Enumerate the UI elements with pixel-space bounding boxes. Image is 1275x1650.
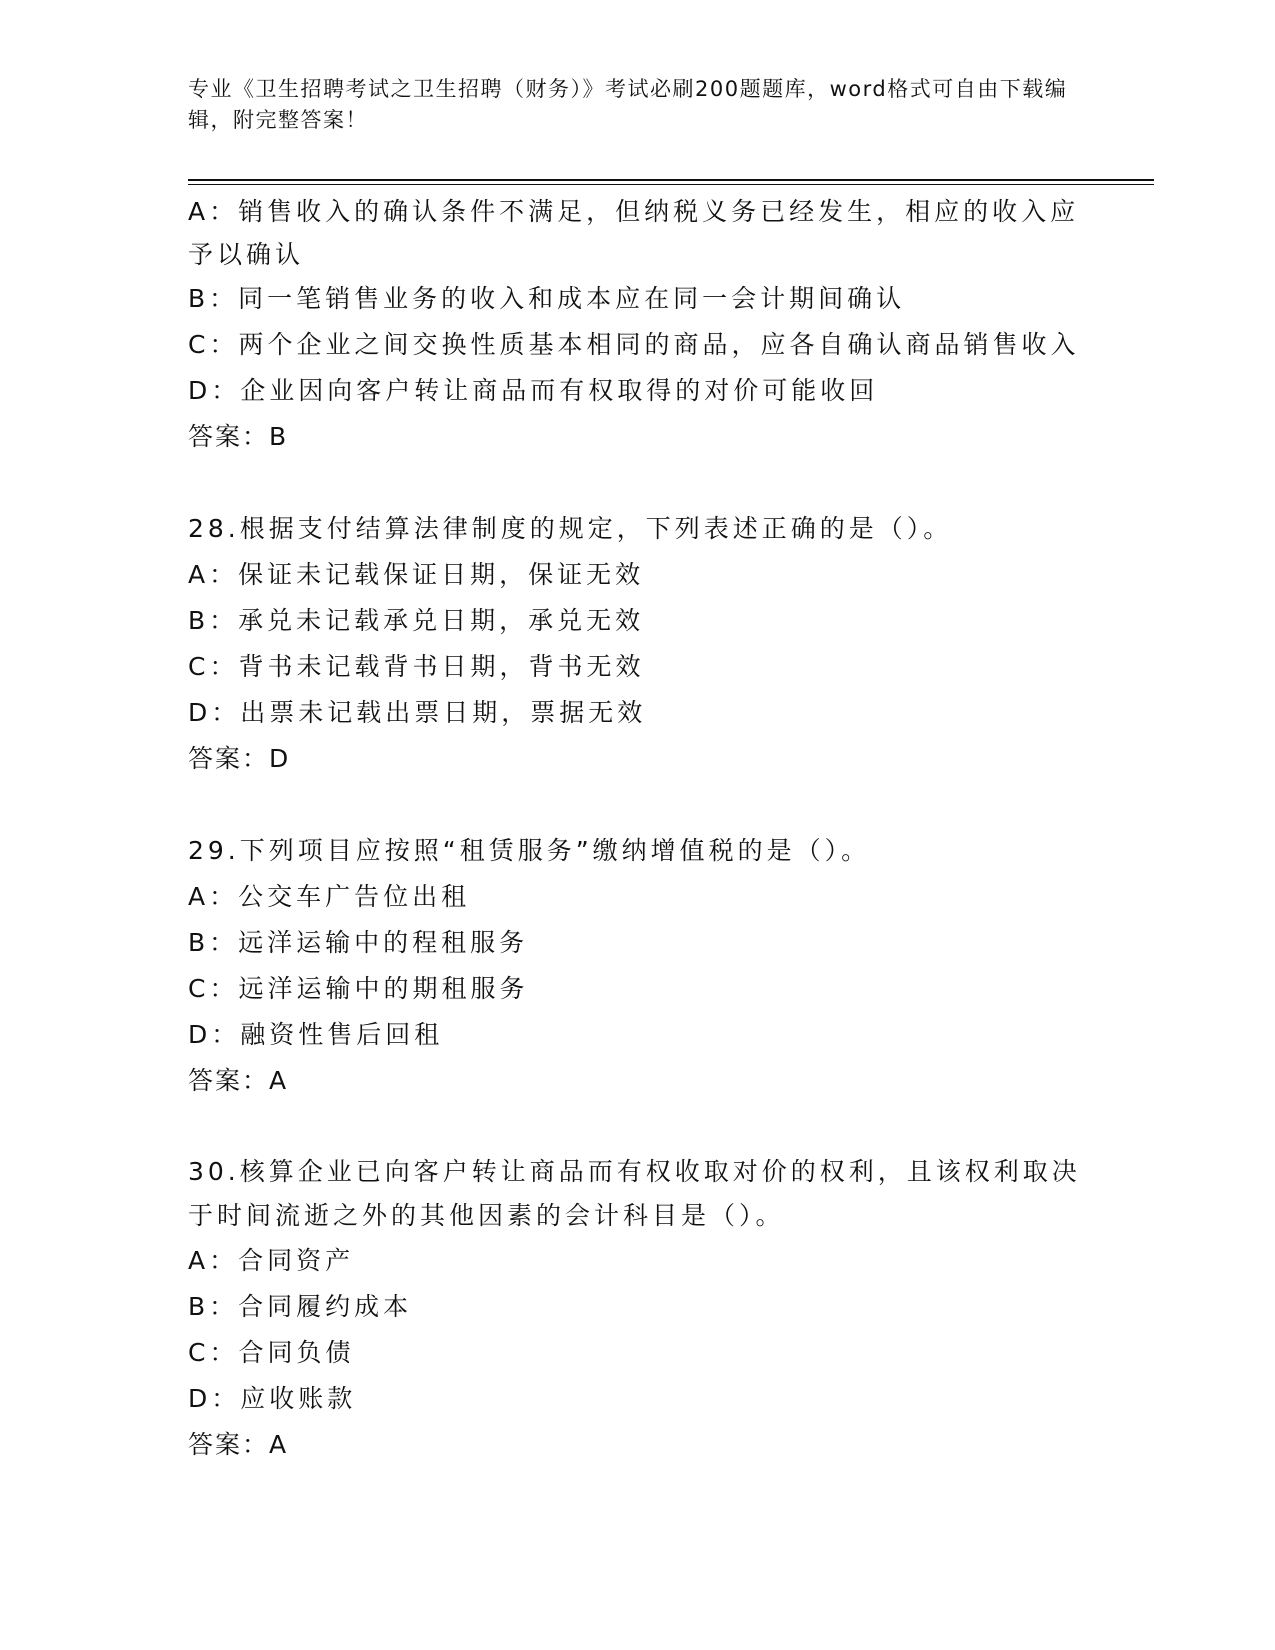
document-header: 专业《卫生招聘考试之卫生招聘（财务）》考试必刷200题题库，word格式可自由下载编辑，附完整答案！ xyxy=(188,77,1068,132)
option-c: C：背书未记载背书日期，背书无效 xyxy=(188,652,645,681)
answer-line: 答案：A xyxy=(188,1430,289,1459)
answer-line: 答案：A xyxy=(188,1066,289,1095)
header-divider-thick xyxy=(188,179,1154,181)
question-list xyxy=(188,190,1088,1468)
question-text: 28.根据支付结算法律制度的规定，下列表述正确的是（）。 xyxy=(188,514,953,543)
question-30-block xyxy=(188,1150,1088,1468)
option-b: B：远洋运输中的程租服务 xyxy=(188,928,529,957)
option-a: A：合同资产 xyxy=(188,1246,355,1275)
question-28-block xyxy=(188,506,1088,782)
option-b: B：同一笔销售业务的收入和成本应在同一会计期间确认 xyxy=(188,284,906,313)
option-b: B：承兑未记载承兑日期，承兑无效 xyxy=(188,606,645,635)
question-text: 29.下列项目应按照“租赁服务”缴纳增值税的是（）。 xyxy=(188,836,871,865)
option-d: D：融资性售后回租 xyxy=(188,1020,444,1049)
option-d: D：出票未记载出票日期，票据无效 xyxy=(188,698,647,727)
option-a: A：保证未记载保证日期，保证无效 xyxy=(188,560,645,589)
option-c: C：远洋运输中的期租服务 xyxy=(188,974,529,1003)
question-27-block xyxy=(188,190,1088,460)
question-text: 30.核算企业已向客户转让商品而有权收取对价的权利，且该权利取决于时间流逝之外的其他因素的会计科目是（）。 xyxy=(188,1157,1081,1230)
option-b: B：合同履约成本 xyxy=(188,1292,413,1321)
option-c: C：两个企业之间交换性质基本相同的商品，应各自确认商品销售收入 xyxy=(188,330,1080,359)
option-c: C：合同负债 xyxy=(188,1338,355,1367)
header-divider-thin xyxy=(188,184,1154,185)
option-a: A：销售收入的确认条件不满足，但纳税义务已经发生，相应的收入应予以确认 xyxy=(188,197,1080,269)
answer-line: 答案：D xyxy=(188,744,291,773)
answer-line: 答案：B xyxy=(188,422,289,451)
option-a: A：公交车广告位出租 xyxy=(188,882,471,911)
question-29-block xyxy=(188,828,1088,1104)
option-d: D：应收账款 xyxy=(188,1384,357,1413)
option-d: D：企业因向客户转让商品而有权取得的对价可能收回 xyxy=(188,376,879,405)
